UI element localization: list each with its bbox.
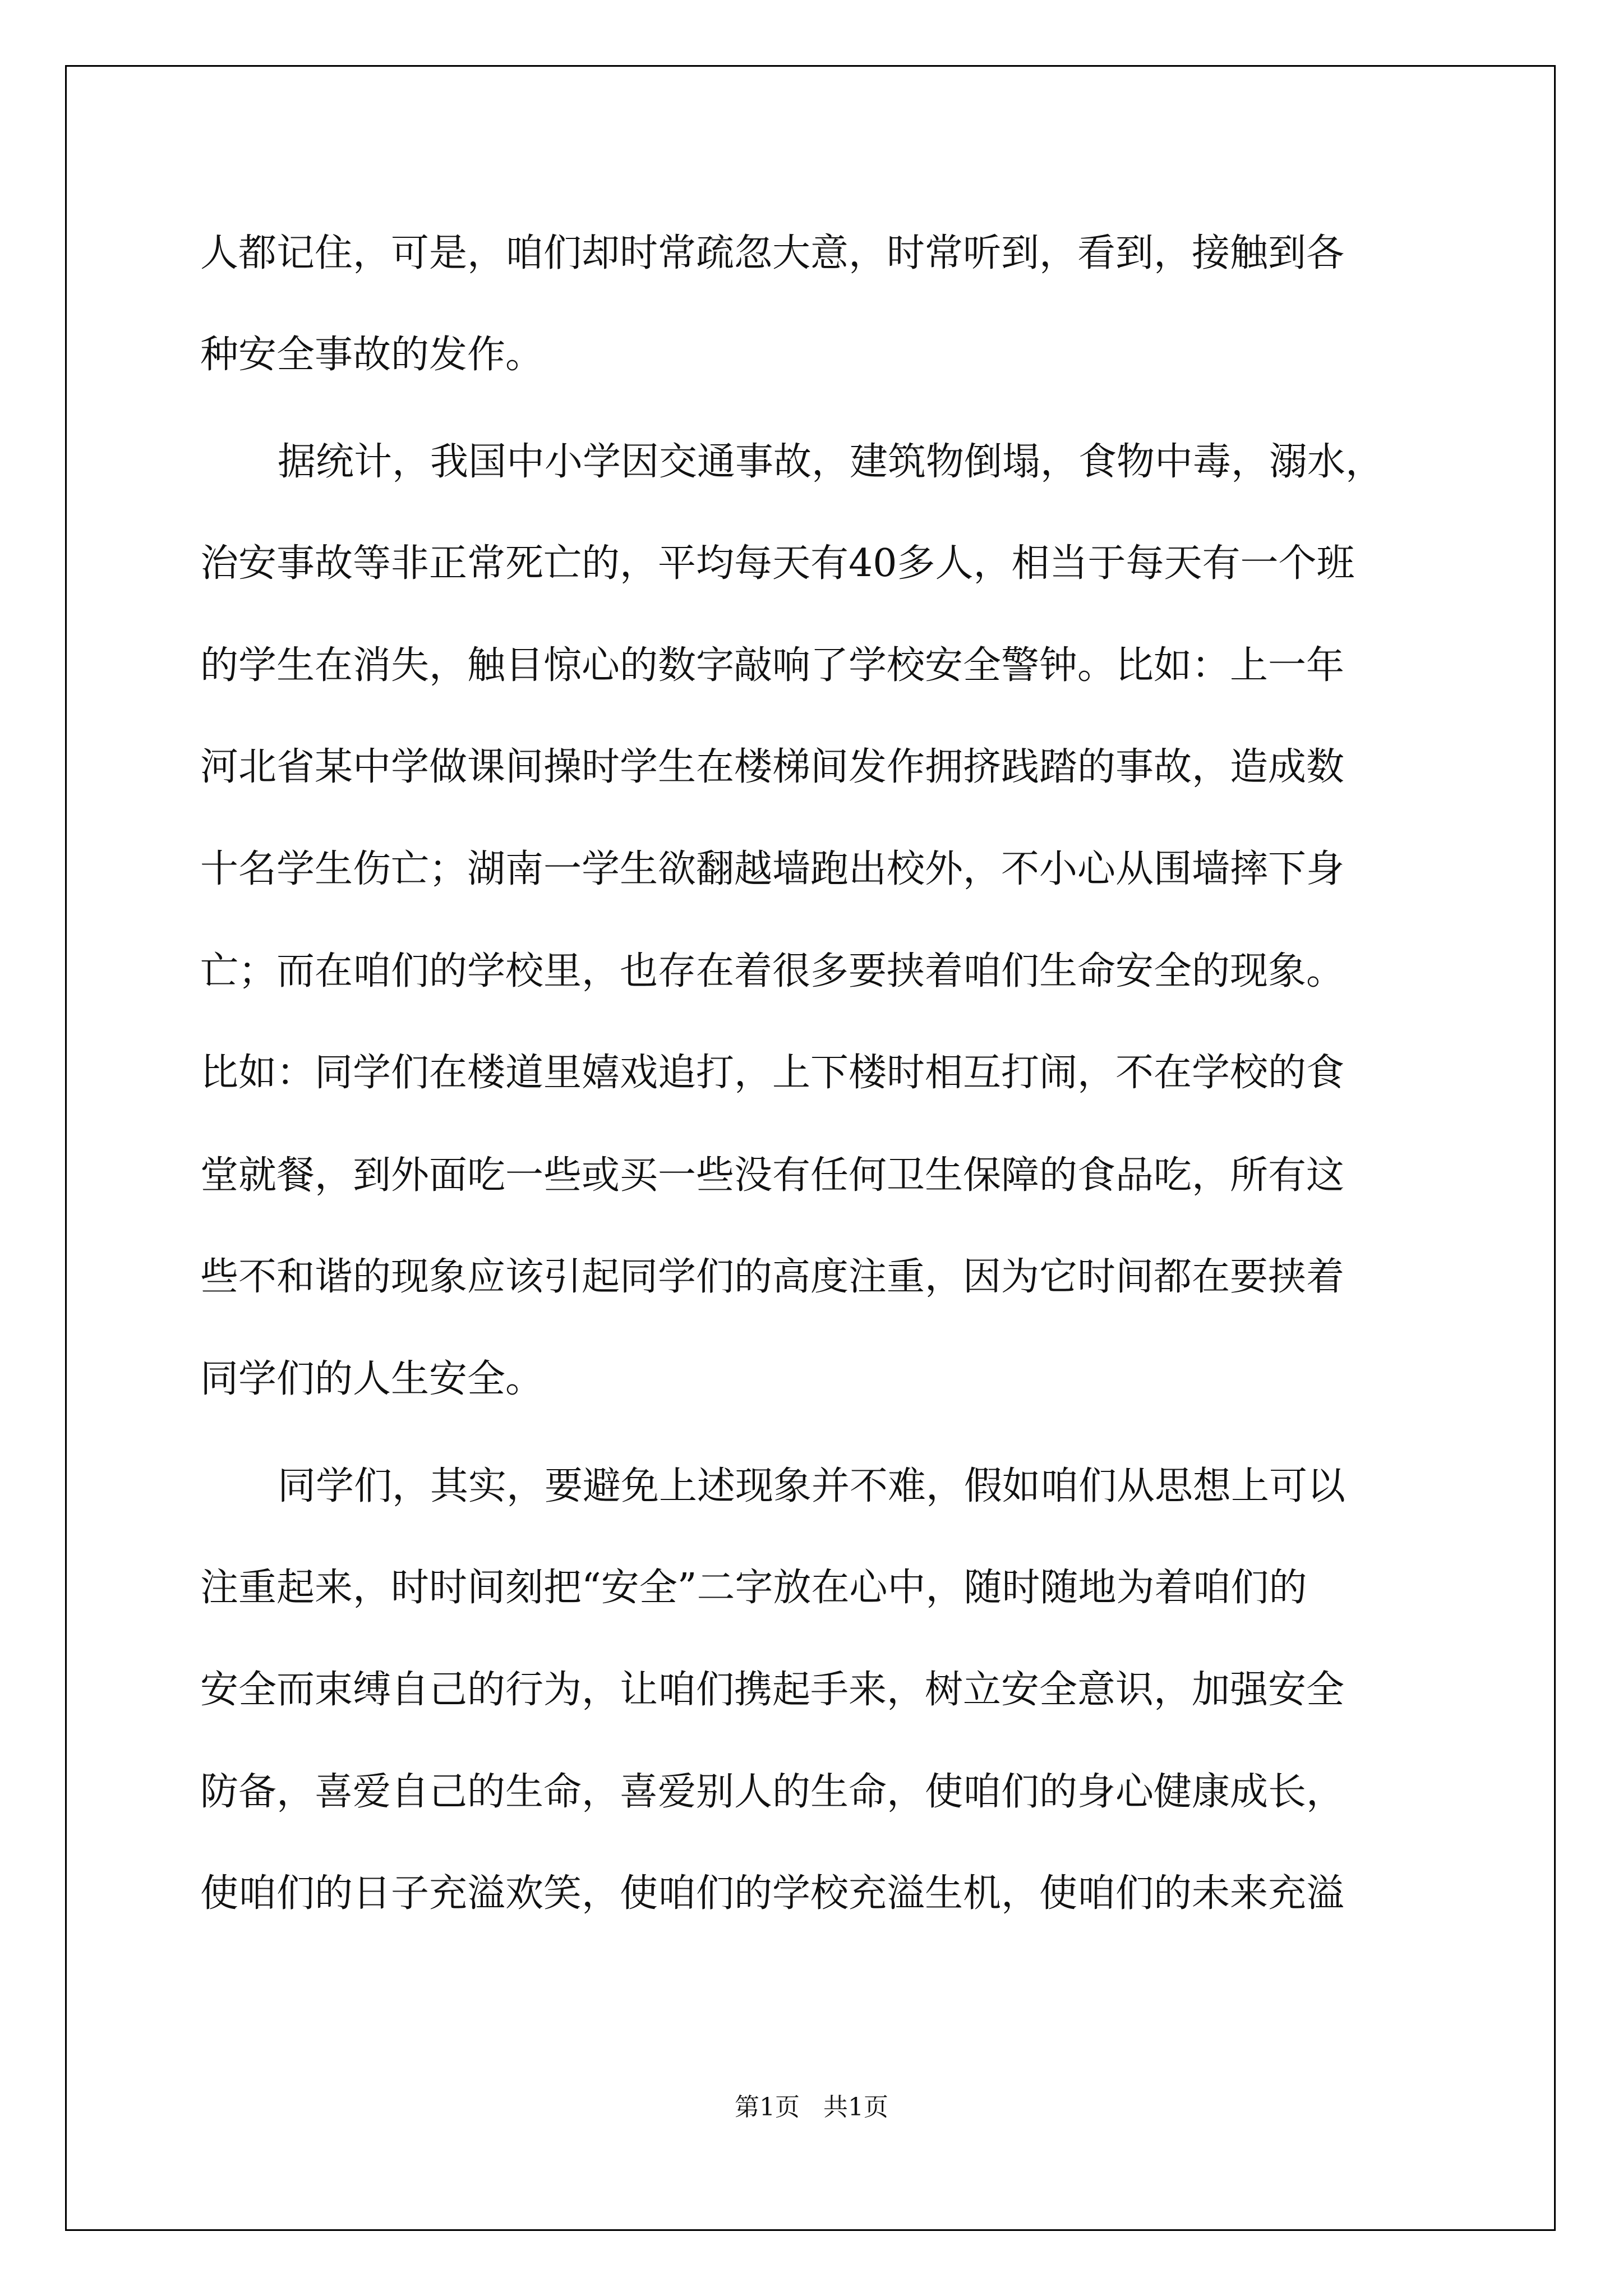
text-line: 治安事故等非正常死亡的，平均每天有40多人，相当于每天有一个班 [200,541,1355,586]
page-footer: 第1页 共1页 [735,2093,888,2122]
text-line: 比如：同学们在楼道里嬉戏追打，上下楼时相互打闹，不在学校的食 [200,1051,1345,1095]
text-line: 使咱们的日子充溢欢笑，使咱们的学校充溢生机，使咱们的未来充溢 [200,1871,1345,1916]
text-line: 注重起来，时时间刻把“安全”二字放在心中，随时随地为着咱们的 [200,1566,1307,1610]
text-line: 些不和谐的现象应该引起同学们的高度注重，因为它时间都在要挟着 [200,1255,1345,1299]
text-line: 堂就餐，到外面吃一些或买一些没有任何卫生保障的食品吃，所有这 [200,1153,1345,1198]
text-line: 据统计，我国中小学因交通事故，建筑物倒塌，食物中毒，溺水， [278,440,1384,484]
text-line: 河北省某中学做课间操时学生在楼梯间发作拥挤践踏的事故，造成数 [200,745,1345,789]
text-line: 十名学生伤亡；湖南一学生欲翻越墙跑出校外，不小心从围墙摔下身 [200,847,1345,891]
text-line: 种安全事故的发作。 [200,333,544,377]
text-line: 亡；而在咱们的学校里，也存在着很多要挟着咱们生命安全的现象。 [200,949,1345,993]
text-line: 安全而束缚自己的行为，让咱们携起手来，树立安全意识，加强安全 [200,1668,1345,1712]
text-line: 同学们，其实，要避免上述现象并不难，假如咱们从思想上可以 [278,1464,1346,1508]
text-line: 同学们的人生安全。 [200,1357,544,1401]
text-line: 人都记住，可是，咱们却时常疏忽大意，时常听到，看到，接触到各 [200,231,1345,275]
text-line: 防备，喜爱自己的生命，喜爱别人的生命，使咱们的身心健康成长， [200,1770,1345,1814]
text-line: 的学生在消失，触目惊心的数字敲响了学校安全警钟。比如：上一年 [200,643,1345,688]
